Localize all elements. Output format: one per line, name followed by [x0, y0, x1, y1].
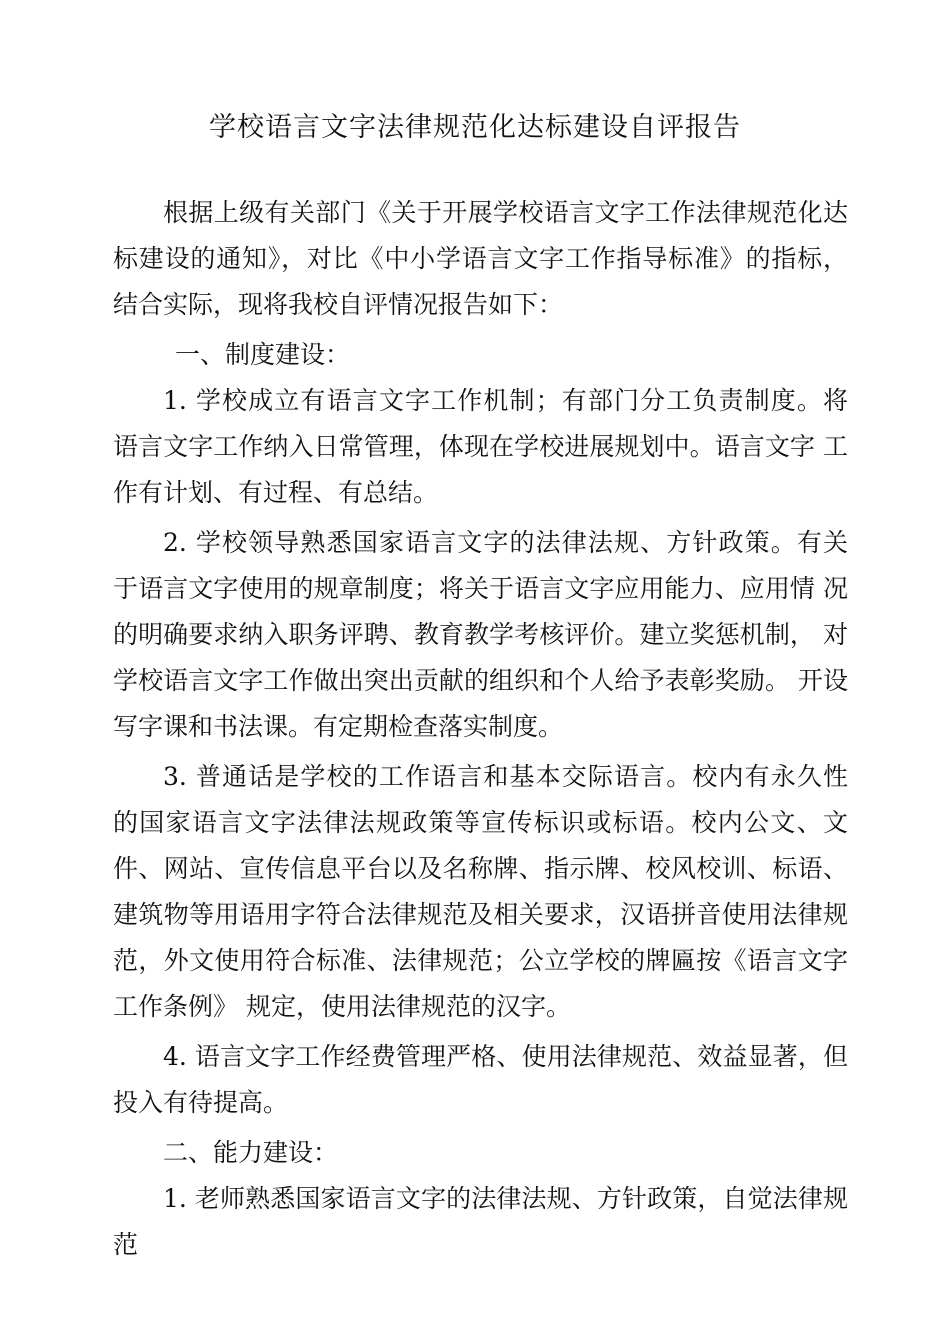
section1-item-2: 2. 学校领导熟悉国家语言文字的法律法规、方针政策。有关 于语言文字使用的规章制度；将关于语言文字应用能力、应用情 况的明确要求纳入职务评聘、教育教学考核评价。建立奖惩机制， 对学校语言文字工作做出突出贡献的组织和个人给予表彰奖励。 开设写字课和书法课。有定期检查落实制度。 [113, 528, 848, 741]
document-body [113, 190, 848, 1268]
section-heading-system: 一、制度建设： [175, 340, 351, 369]
section2-item-1: 1. 老师熟悉国家语言文字的法律法规、方针政策，自觉法律规范 [113, 1184, 848, 1259]
section1-item-1: 1. 学校成立有语言文字工作机制；有部门分工负责制度。将 语言文字工作纳入日常管理，体现在学校进展规划中。语言文字 工作有计划、有过程、有总结。 [113, 386, 848, 507]
document-title: 学校语言文字法律规范化达标建设自评报告 [209, 112, 741, 143]
intro-paragraph: 根据上级有关部门《关于开展学校语言文字工作法律规范化达标建设的通知》，对比《中小学语言文字工作指导标准》的指标， 结合实际，现将我校自评情况报告如下： [113, 198, 848, 319]
section-heading-capacity: 二、能力建设： [163, 1138, 339, 1167]
section1-item-4: 4. 语言文字工作经费管理严格、使用法律规范、效益显著，但投入有待提高。 [113, 1042, 848, 1117]
section1-item-3: 3. 普通话是学校的工作语言和基本交际语言。校内有永久性 的国家语言文字法律法规政策等宣传标识或标语。校内公文、文 件、网站、宣传信息平台以及名称牌、指示牌、校风校训、标语、 建筑物等用语用字符合法律规范及相关要求，汉语拼音使用法律规范，外文使用符合标准、法律规范；公立学校的牌匾按《语言文字工作条例》 规定，使用法律规范的汉字。 [113, 762, 848, 1021]
